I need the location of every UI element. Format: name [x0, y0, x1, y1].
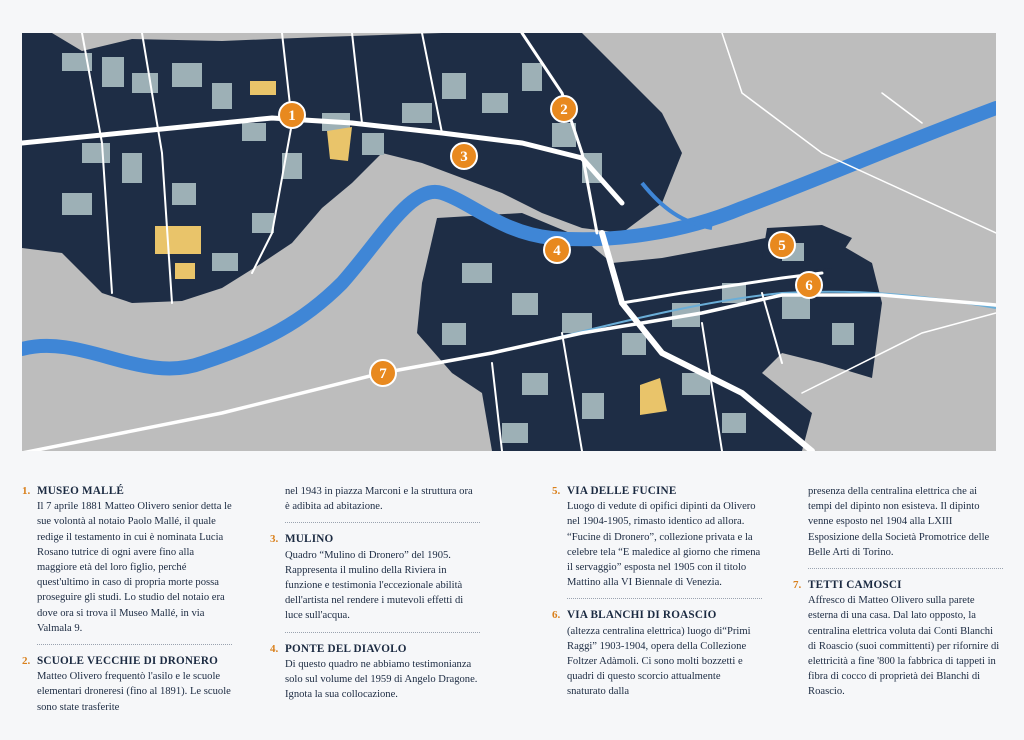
- legend-number: 5.: [552, 485, 561, 497]
- legend-item-3: [270, 532, 480, 623]
- map-canvas: [22, 33, 996, 451]
- divider: [808, 568, 1003, 569]
- legend-title: VIA DELLE FUCINE: [567, 485, 677, 497]
- legend-text: Matteo Olivero frequentò l'asilo e le scuole elementari droneresi (fino al 1891). Le scuole sono state trasferite: [37, 671, 231, 713]
- legend-number: 6.: [552, 609, 561, 622]
- town-map[interactable]: [22, 33, 996, 451]
- legend-item-1: [22, 484, 232, 636]
- map-marker-label: 1: [288, 108, 296, 124]
- legend-item-4: [270, 642, 480, 703]
- legend-title: VIA BLANCHI DI ROASCIO: [567, 609, 717, 622]
- legend-title: SCUOLE VECCHIE DI DRONERO: [37, 655, 219, 668]
- legend-text: Di questo quadro ne abbiamo testimonianza solo sul volume del 1959 di Angelo Dragone. Ignota la sua collocazione.: [285, 658, 478, 701]
- map-marker-5[interactable]: [769, 232, 795, 258]
- legend-title: MULINO: [285, 533, 334, 546]
- legend-column-1: [22, 484, 232, 715]
- legend-title: TETTI CAMOSCI: [808, 579, 902, 592]
- map-marker-1[interactable]: [279, 102, 305, 128]
- legend-text: Quadro “Mulino di Dronero” del 1905. Rappresenta il mulino della Riviera in funzione e testimonia l'eccezionale abilità dell'artista nel rendere i mutevoli effetti di luce sull'acqua.: [285, 549, 464, 622]
- legend-number: 3.: [270, 533, 279, 546]
- legend-number: 2.: [22, 655, 31, 668]
- divider: [285, 632, 480, 633]
- legend-column-3: [552, 484, 762, 700]
- legend-item-2-continuation: nel 1943 in piazza Marconi e la struttura ora è adibita ad abitazione.: [285, 486, 473, 513]
- legend-column-2: [270, 484, 480, 702]
- map-marker-7[interactable]: [370, 360, 396, 386]
- legend-text: Luogo di vedute di opifici dipinti da Olivero nel 1904-1905, rimasto identico ad allora. “Fucine di Dronero”, collezione privata e la celebre tela “E maledice al giorno che rimena il servaggio” esposta nel 1905 con il titolo Mattino alla VI Biennale di Venezia.: [567, 501, 761, 589]
- map-marker-2[interactable]: [551, 96, 577, 122]
- legend-text: Affresco di Matteo Olivero sulla parete esterna di una casa. Dal lato opposto, la centralina elettrica voluta dai Conti Blanchi di Roascio (suoi committenti) per rifornire di elettricità a fine '800 la fabbrica di tappeti in fibra di cocco di proprietà dei Blanchi di Roascio.: [808, 595, 1000, 698]
- divider: [567, 598, 762, 599]
- legend-column-4: [793, 484, 1003, 700]
- map-marker-label: 7: [379, 366, 387, 382]
- legend-item-6: [552, 608, 762, 699]
- divider: [37, 644, 232, 645]
- map-marker-label: 5: [778, 238, 786, 254]
- legend-text: Il 7 aprile 1881 Matteo Olivero senior detta le sue volontà al notaio Paolo Mallé, il quale redige il testamento in cui è nominata Lucia Rosano tutrice di ogni avere fino alla maggiore età del loro figlio, perché quest'ultimo in caso di propria morte possa proseguire gli studi. Lo studio del notaio era dove ora si trova il Museo Mallé, in via Valmala 9.: [37, 501, 232, 634]
- map-marker-label: 3: [460, 149, 468, 165]
- map-marker-label: 2: [560, 102, 568, 118]
- legend-title: MUSEO MALLÉ: [37, 485, 125, 497]
- legend-number: 4.: [270, 642, 279, 655]
- map-marker-6[interactable]: [796, 272, 822, 298]
- legend-item-5: [552, 484, 762, 590]
- legend-item-7: [793, 578, 1003, 700]
- map-marker-label: 6: [805, 278, 813, 294]
- divider: [285, 522, 480, 523]
- map-marker-4[interactable]: [544, 237, 570, 263]
- legend-number: 1.: [22, 485, 31, 497]
- legend-item-6-continuation: presenza della centralina elettrica che ai tempi del dipinto non esisteva. Il dipinto venne esposto nel 1904 alla LXIII Esposizione della Società Promotrice delle Belle Arti di Torino.: [808, 486, 990, 558]
- map-marker-3[interactable]: [451, 143, 477, 169]
- map-marker-label: 4: [553, 243, 561, 259]
- legend-title: PONTE DEL DIAVOLO: [285, 642, 407, 655]
- legend-item-2: [22, 654, 232, 715]
- legend-text: (altezza centralina elettrica) luogo di“Primi Raggi” 1903-1904, opera della Collezione Foltzer Adàmoli. Ci sono molti bozzetti e quadri di questo scorcio attualmente snaturato dalla: [567, 625, 751, 698]
- legend-number: 7.: [793, 579, 802, 592]
